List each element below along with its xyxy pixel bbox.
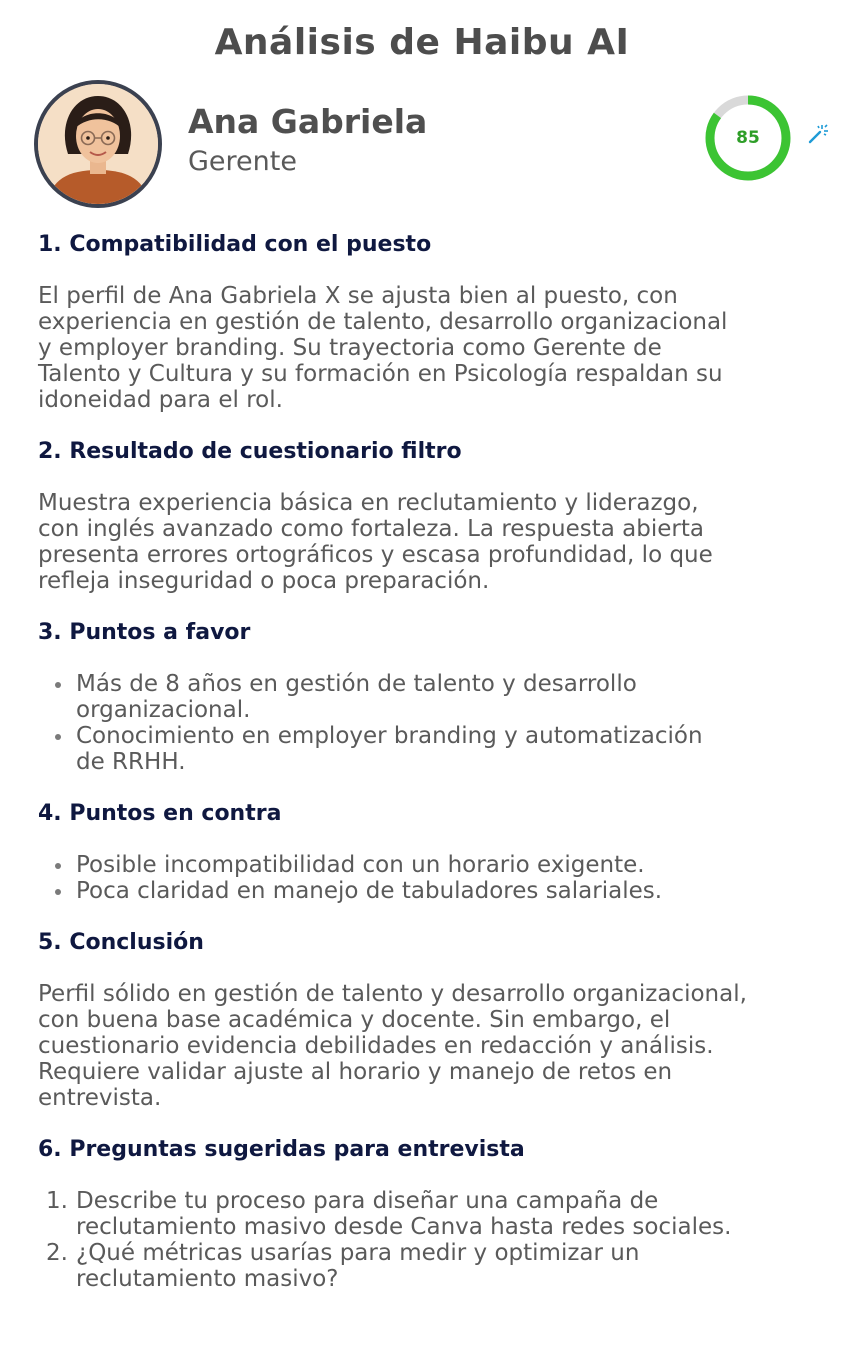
- text-line: y employer branding. Su trayectoria como Gerente de: [38, 335, 662, 361]
- list-item: [38, 723, 818, 775]
- text-line: Perfil sólido en gestión de talento y desarrollo organizacional,: [38, 981, 747, 1007]
- list-number: 2.: [46, 1240, 68, 1266]
- cons-list: [38, 852, 818, 904]
- list-item: [38, 671, 818, 723]
- text-line: reclutamiento masivo?: [76, 1266, 339, 1292]
- text-line: Poca claridad en manejo de tabuladores salariales.: [76, 878, 663, 904]
- candidate-avatar: [34, 80, 162, 208]
- section-text-filter: [38, 490, 818, 594]
- text-line: entrevista.: [38, 1085, 162, 1111]
- text-line: Muestra experiencia básica en reclutamiento y liderazgo,: [38, 490, 699, 516]
- section-heading-compatibility: 1. Compatibilidad con el puesto: [38, 232, 432, 257]
- list-item: [38, 878, 818, 904]
- text-line: experiencia en gestión de talento, desarrollo organizacional: [38, 309, 728, 335]
- text-line: Posible incompatibilidad con un horario exigente.: [76, 852, 645, 878]
- candidate-name: Ana Gabriela: [188, 102, 428, 141]
- text-line: presenta errores ortográficos y escasa profundidad, lo que: [38, 542, 713, 568]
- magic-wand-icon[interactable]: [806, 122, 830, 146]
- text-line: Describe tu proceso para diseñar una campaña de: [76, 1188, 659, 1214]
- text-line: Conocimiento en employer branding y automatización: [76, 723, 703, 749]
- section-heading-cons: 4. Puntos en contra: [38, 801, 282, 826]
- section-heading-filter: 2. Resultado de cuestionario filtro: [38, 439, 462, 464]
- score-value: 85: [736, 128, 760, 148]
- text-line: ¿Qué métricas usarías para medir y optimizar un: [76, 1240, 640, 1266]
- text-line: refleja inseguridad o poca preparación.: [38, 568, 490, 594]
- pros-list: [38, 671, 818, 775]
- section-heading-conclusion: 5. Conclusión: [38, 930, 204, 955]
- text-line: reclutamiento masivo desde Canva hasta redes sociales.: [76, 1214, 732, 1240]
- section-heading-questions: 6. Preguntas sugeridas para entrevista: [38, 1137, 525, 1162]
- text-line: idoneidad para el rol.: [38, 387, 283, 413]
- text-line: con buena base académica y docente. Sin embargo, el: [38, 1007, 671, 1033]
- section-heading-pros: 3. Puntos a favor: [38, 620, 251, 645]
- text-line: Más de 8 años en gestión de talento y desarrollo: [76, 671, 637, 697]
- list-number: 1.: [46, 1188, 68, 1214]
- section-text-conclusion: [38, 981, 818, 1111]
- text-line: organizacional.: [76, 697, 251, 723]
- analysis-content: [38, 232, 818, 1292]
- text-line: de RRHH.: [76, 749, 186, 775]
- text-line: Requiere validar ajuste al horario y manejo de retos en: [38, 1059, 673, 1085]
- list-item: [38, 852, 818, 878]
- text-line: Talento y Cultura y su formación en Psicología respaldan su: [38, 361, 723, 387]
- text-line: con inglés avanzado como fortaleza. La respuesta abierta: [38, 516, 704, 542]
- list-item: [38, 1240, 818, 1292]
- candidate-role: Gerente: [188, 146, 297, 177]
- text-line: cuestionario evidencia debilidades en redacción y análisis.: [38, 1033, 714, 1059]
- list-item: [38, 1188, 818, 1240]
- questions-list: [38, 1188, 818, 1292]
- woman-avatar-icon: [38, 84, 158, 204]
- text-line: El perfil de Ana Gabriela X se ajusta bien al puesto, con: [38, 283, 678, 309]
- page-title: Análisis de Haibu AI: [214, 22, 630, 63]
- section-text-compatibility: [38, 283, 818, 413]
